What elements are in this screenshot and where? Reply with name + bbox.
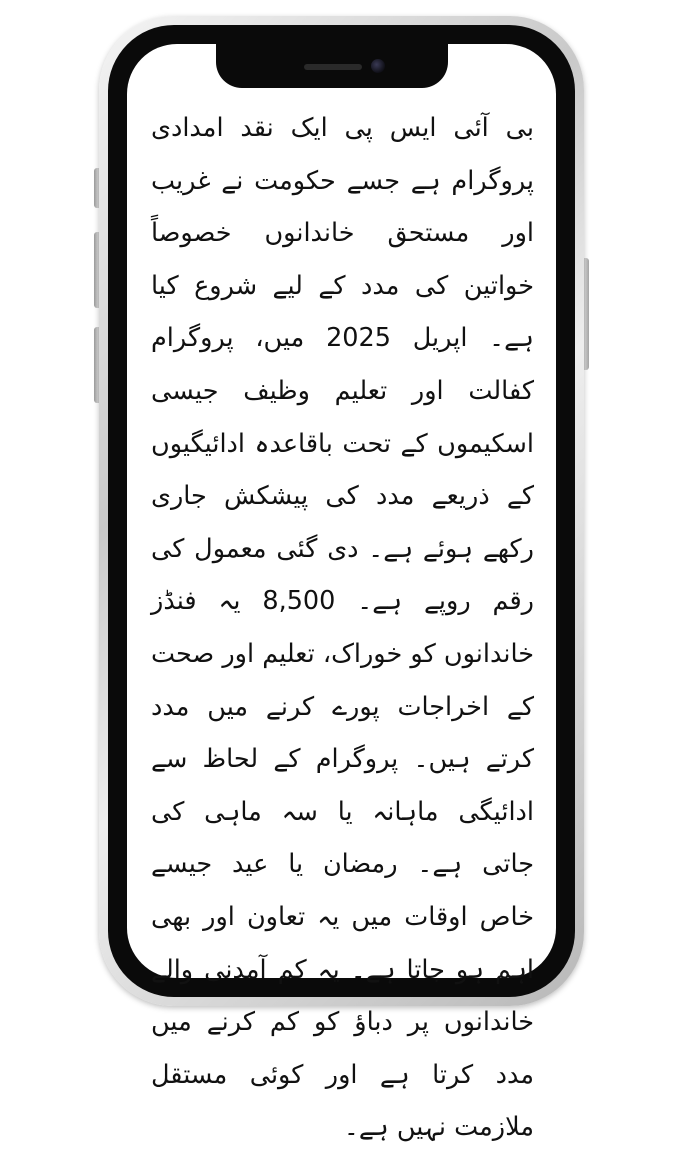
article-line: ہے۔ اپریل 2025 میں، پروگرام کفالت (151, 323, 534, 406)
article-line: جاری رکھے ہوئے ہے۔ دی گئی معمول کی (151, 481, 534, 564)
article-line: کرتا ہے اور کوئی مستقل ملازمت نہیں ہے۔ (151, 1059, 534, 1143)
article-line: بی آئی ایس پی ایک نقد امدادی پروگرام ہے (151, 113, 534, 196)
speaker-grille (304, 64, 362, 70)
article-line: خصوصاً خواتین کی مدد کے لیے شروع کیا (151, 218, 534, 301)
article-line: والے خاندانوں پر دباؤ کو کم کرنے میں مدد (151, 954, 534, 1090)
article-line: رقم روپے ہے۔ 8,500 یہ فنڈز خاندانوں (151, 586, 535, 669)
article-line: جسے حکومت نے غریب اور مستحق خاندانوں (151, 165, 535, 249)
article-line: ہے۔ رمضان یا عید جیسے خاص اوقات میں یہ (151, 849, 534, 932)
article-text (151, 102, 534, 1154)
article-line: کے لحاظ سے ادائیگی ماہانہ یا سہ ماہی کی جاتی (151, 744, 535, 880)
phone-frame (99, 16, 584, 1143)
front-camera-icon (371, 59, 385, 73)
article-line: کو خوراک، تعلیم اور صحت کے اخراجات (151, 638, 534, 722)
article-line: اور تعلیم وظیف جیسی اسکیموں کے تحت (151, 375, 535, 459)
phone-screen (127, 44, 556, 1143)
article-line: پورے کرنے میں مدد کرتے ہیں۔ پروگرام (151, 691, 535, 775)
notch (216, 44, 448, 88)
article-line: باقاعدہ ادائیگیوں کے ذریعے مدد کی پیشکش (151, 428, 534, 512)
article-line: تعاون اور بھی اہم ہو جاتا ہے۔ یہ کم آمدنی (151, 901, 535, 985)
phone-bezel (108, 25, 575, 1143)
